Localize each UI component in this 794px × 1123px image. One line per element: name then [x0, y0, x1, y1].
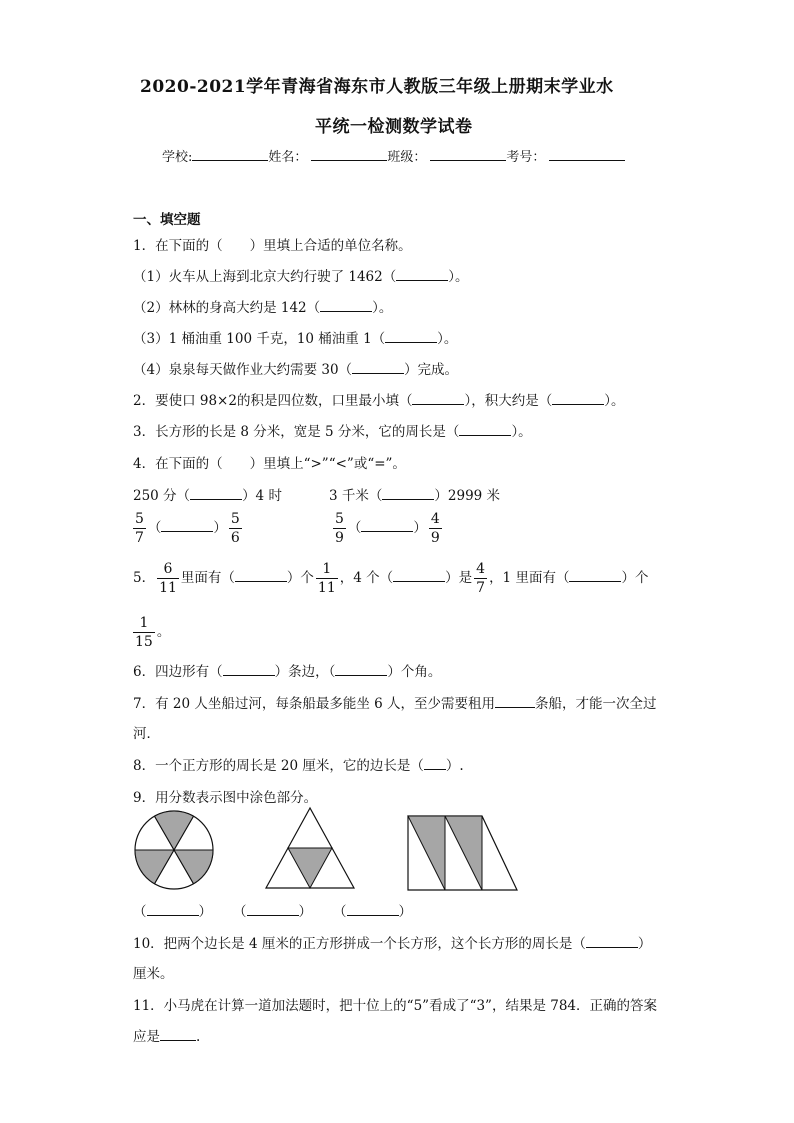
q5-end: 。 — [156, 624, 171, 640]
numerator: 4 — [476, 561, 486, 577]
q3-end: ）。 — [511, 424, 532, 440]
circle-figure — [132, 810, 216, 890]
q8-end: ）. — [445, 758, 464, 774]
numerator: 6 — [163, 561, 173, 577]
q4-stem: 4．在下面的（ ）里填上“>”“<”或“=”。 — [133, 456, 406, 472]
answer-blank[interactable] — [586, 935, 638, 948]
q1-sub2 — [133, 296, 392, 316]
answer-blank[interactable] — [495, 695, 535, 708]
q1-sub3-end: ）。 — [437, 331, 458, 347]
q1-sub1 — [133, 265, 469, 285]
q3 — [133, 420, 532, 440]
fraction — [429, 510, 442, 547]
page-title-line1: 2020-2021学年青海省海东市人教版三年级上册期末学业水 — [140, 77, 614, 97]
q5-text: ）个 — [286, 570, 314, 586]
q7-text-end: 条船，才能一次全过 — [535, 696, 657, 712]
fraction — [157, 560, 179, 597]
answer-blank[interactable] — [424, 757, 446, 770]
q1-sub1-end: ）。 — [448, 269, 469, 285]
fraction — [229, 510, 242, 547]
answer-blank[interactable] — [320, 299, 372, 312]
q1-sub3 — [133, 327, 457, 347]
q11-line2 — [133, 1025, 200, 1045]
q1-sub1-text: （1）火车从上海到北京大约行驶了 1462（ — [133, 269, 397, 285]
q2 — [133, 389, 624, 409]
q3-text: 3．长方形的长是 8 分米，宽是 5 分米，它的周长是（ — [133, 424, 460, 440]
numerator: 1 — [139, 615, 149, 631]
answer-blank[interactable] — [412, 392, 464, 405]
answer-blank[interactable] — [247, 903, 299, 916]
answer-blank[interactable] — [459, 423, 511, 436]
answer-blank[interactable] — [190, 487, 242, 500]
trapezoid-figure — [406, 814, 520, 892]
q4-c — [131, 510, 244, 547]
class-label: 班级： — [387, 150, 427, 165]
answer-blank[interactable] — [235, 569, 287, 582]
page-title-line2: 平统一检测数学试卷 — [315, 117, 473, 137]
q4-a — [133, 484, 282, 504]
number-field[interactable] — [549, 148, 625, 161]
name-label: 姓名： — [268, 150, 308, 165]
q4-a-text: 250 分（ — [133, 488, 191, 504]
fraction — [133, 614, 155, 651]
answer-blank[interactable] — [382, 487, 434, 500]
q5-text: ，1 里面有（ — [489, 570, 570, 586]
denominator: 7 — [476, 580, 486, 596]
paren-close: ） — [198, 904, 212, 920]
q10-text: 10．把两个边长是 4 厘米的正方形拼成一个长方形，这个长方形的周长是（ — [133, 936, 586, 952]
q5-label: 5． — [133, 570, 156, 586]
answer-blank[interactable] — [393, 569, 445, 582]
q7-line2: 河． — [133, 726, 160, 742]
q4-d — [331, 510, 444, 547]
q8-text: 8．一个正方形的周长是 20 厘米，它的边长是（ — [133, 758, 424, 774]
q4-b-text: 3 千米（ — [329, 488, 383, 504]
q5-text: ，4 个（ — [339, 570, 394, 586]
fraction — [474, 560, 487, 597]
q8 — [133, 754, 464, 774]
q9-answer-3 — [333, 900, 412, 920]
q4-b-end: ）2999 米 — [434, 488, 501, 504]
denominator: 11 — [317, 580, 336, 596]
q5-line2 — [131, 614, 170, 651]
answer-blank[interactable] — [552, 392, 604, 405]
q9-answer-1 — [133, 900, 212, 920]
name-field[interactable] — [311, 148, 387, 161]
answer-blank[interactable] — [569, 569, 621, 582]
paren-open: （ — [133, 904, 147, 920]
q7-line1 — [133, 692, 657, 712]
denominator: 7 — [135, 530, 144, 546]
q6-end: ）个角。 — [387, 664, 442, 680]
numerator: 1 — [322, 561, 332, 577]
q6-text: 6．四边形有（ — [133, 664, 223, 680]
answer-blank[interactable] — [385, 330, 437, 343]
denominator: 15 — [135, 634, 153, 650]
q6-mid: ）条边，（ — [274, 664, 336, 680]
answer-blank[interactable] — [223, 663, 275, 676]
q1-stem: 1．在下面的（ ）里填上合适的单位名称。 — [133, 238, 412, 254]
answer-blank[interactable] — [361, 519, 413, 532]
q11-end: . — [196, 1029, 201, 1045]
q1-sub2-text: （2）林林的身高大约是 142（ — [133, 300, 321, 316]
paren-open: （ — [333, 904, 347, 920]
paren-open: （ — [347, 520, 362, 536]
fraction — [316, 560, 338, 597]
answer-blank[interactable] — [160, 1028, 196, 1041]
section-heading: 一、填空题 — [133, 212, 201, 228]
q10-line2: 厘米。 — [133, 966, 174, 982]
school-field[interactable] — [192, 148, 268, 161]
q1-sub4 — [133, 358, 458, 378]
q5-text: 里面有（ — [180, 570, 235, 586]
answer-blank[interactable] — [161, 519, 213, 532]
paren-close: ） — [213, 520, 227, 536]
q7-text: 7．有 20 人坐船过河，每条船最多能坐 6 人，至少需要租用 — [133, 696, 496, 712]
answer-blank[interactable] — [347, 903, 399, 916]
q1-sub2-end: ）。 — [372, 300, 393, 316]
denominator: 9 — [430, 530, 440, 546]
q11-text: 应是 — [133, 1029, 160, 1045]
student-info-row — [162, 146, 625, 165]
q10-end: ） — [637, 936, 652, 952]
q2-end: ）。 — [604, 393, 625, 409]
q1-sub3-text: （3）1 桶油重 100 千克，10 桶油重 1（ — [133, 331, 386, 347]
answer-blank[interactable] — [396, 268, 448, 281]
paren-close: ） — [398, 904, 412, 920]
q1-sub4-text: （4）泉泉每天做作业大约需要 30（ — [133, 362, 353, 378]
q4-b — [329, 484, 500, 504]
q9-answer-2 — [233, 900, 312, 920]
answer-blank[interactable] — [335, 663, 387, 676]
denominator: 6 — [230, 530, 240, 546]
q5-text: ）个 — [621, 570, 649, 586]
q4-a-end: ）4 时 — [242, 488, 282, 504]
school-label: 学校: — [162, 150, 193, 165]
numerator: 5 — [135, 511, 144, 527]
q1-sub4-end: ）完成。 — [404, 362, 459, 378]
q2-mid: ），积大约是（ — [464, 393, 553, 409]
triangle-figure — [264, 806, 356, 890]
paren-open: （ — [147, 520, 162, 536]
q10-line1 — [133, 932, 651, 952]
paren-open: （ — [233, 904, 247, 920]
paren-close: ） — [298, 904, 312, 920]
q11-line1: 11．小马虎在计算一道加法题时，把十位上的“5”看成了“3”，结果是 784．正确的答案 — [133, 998, 658, 1014]
fraction — [333, 510, 346, 547]
class-field[interactable] — [430, 148, 506, 161]
number-label: 考号： — [506, 150, 546, 165]
fraction — [133, 510, 146, 547]
numerator: 5 — [335, 511, 344, 527]
answer-blank[interactable] — [147, 903, 199, 916]
denominator: 11 — [159, 580, 177, 596]
q5-line1 — [133, 560, 648, 597]
answer-blank[interactable] — [352, 361, 404, 374]
q6 — [133, 660, 441, 680]
q9-stem: 9．用分数表示图中涂色部分。 — [133, 790, 318, 806]
numerator: 4 — [430, 511, 440, 527]
q2-text: 2．要使口 98×2的积是四位数，口里最小填（ — [133, 393, 413, 409]
paren-close: ） — [413, 520, 427, 536]
q5-text: ）是 — [445, 570, 473, 586]
denominator: 9 — [335, 530, 344, 546]
numerator: 5 — [230, 511, 240, 527]
